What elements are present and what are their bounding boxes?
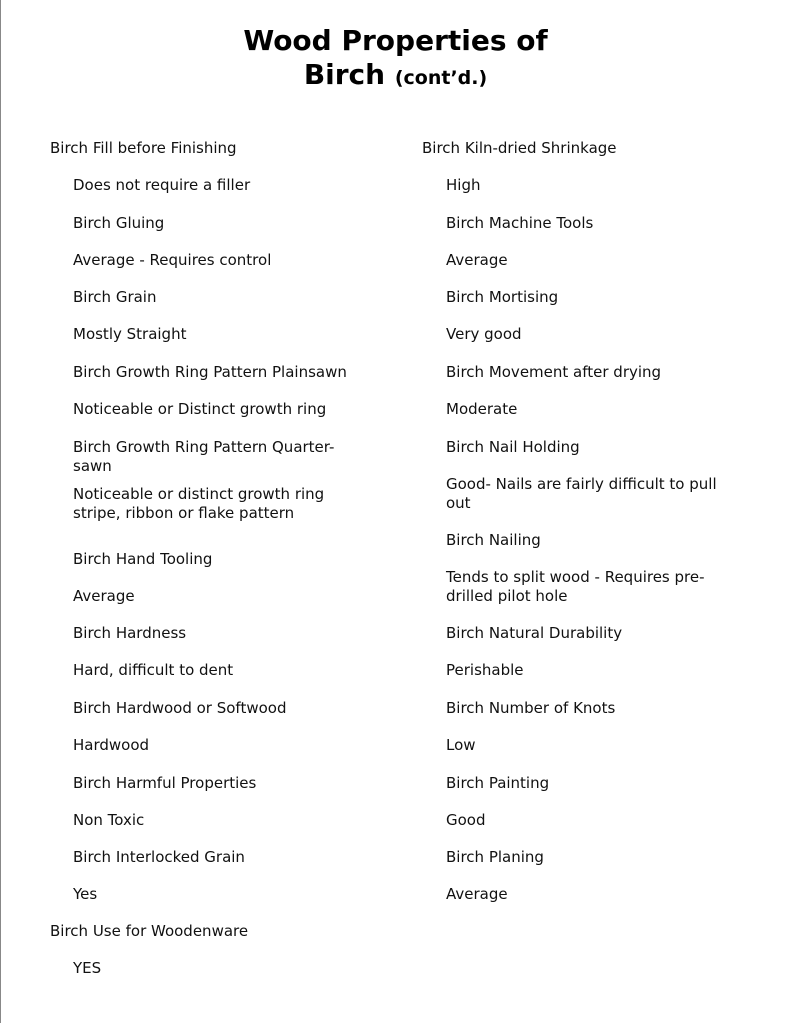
property-label: Birch Movement after drying (446, 363, 662, 381)
property-label: Birch Hardwood or Softwood (73, 699, 287, 717)
property-value: Average (446, 251, 508, 269)
property-label: Birch Hand Tooling (73, 550, 213, 568)
property-label: Birch Use for Woodenware (50, 922, 249, 940)
property-label: Birch Kiln-dried Shrinkage (422, 139, 617, 157)
property-label: Birch Hardness (73, 624, 187, 642)
property-value: Mostly Straight (73, 325, 187, 343)
property-value: Good (446, 811, 486, 829)
property-value: Perishable (446, 661, 524, 679)
property-value: Moderate (446, 400, 518, 418)
property-label: Birch Interlocked Grain (73, 848, 245, 866)
property-label: Birch Mortising (446, 288, 559, 306)
property-value: Does not require a filler (73, 176, 251, 194)
property-value: High (446, 176, 481, 194)
property-label: Birch Machine Tools (446, 214, 594, 232)
property-value: Hard, difficult to dent (73, 661, 234, 679)
property-label: Birch Nail Holding (446, 438, 580, 456)
property-value: YES (73, 959, 102, 977)
property-value: Noticeable or Distinct growth ring (73, 400, 327, 418)
property-label: Birch Gluing (73, 214, 165, 232)
property-value: Very good (446, 325, 522, 343)
property-label: Birch Fill before Finishing (50, 139, 237, 157)
property-label: Birch Natural Durability (446, 624, 623, 642)
property-value: Hardwood (73, 736, 150, 754)
property-label: Birch Number of Knots (446, 699, 616, 717)
property-value: Non Toxic (73, 811, 145, 829)
property-value: Average (73, 587, 135, 605)
property-label: Birch Nailing (446, 531, 541, 549)
property-label: Birch Planing (446, 848, 544, 866)
property-value: Yes (73, 885, 98, 903)
page-title-line-2 (0, 58, 791, 95)
property-label: Birch Harmful Properties (73, 774, 257, 792)
property-value: Low (446, 736, 476, 754)
title-line-1: Wood Properties of (243, 24, 548, 57)
property-value: Noticeable or distinct growth ring stripe, ribbon or flake pattern (73, 485, 325, 522)
page-title (0, 24, 791, 58)
title-suffix: (cont’d.) (394, 67, 488, 89)
property-label: Birch Grain (73, 288, 157, 306)
property-label: Birch Painting (446, 774, 550, 792)
property-value: Average - Requires control (73, 251, 272, 269)
property-value: Good- Nails are fairly difficult to pull out (446, 475, 717, 512)
page-border (0, 0, 1, 1023)
property-label: Birch Growth Ring Pattern Quarter-sawn (73, 438, 335, 475)
property-value: Average (446, 885, 508, 903)
property-label: Birch Growth Ring Pattern Plainsawn (73, 363, 347, 381)
title-subject: Birch (303, 58, 386, 91)
property-value: Tends to split wood - Requires pre-drilled pilot hole (446, 568, 705, 605)
